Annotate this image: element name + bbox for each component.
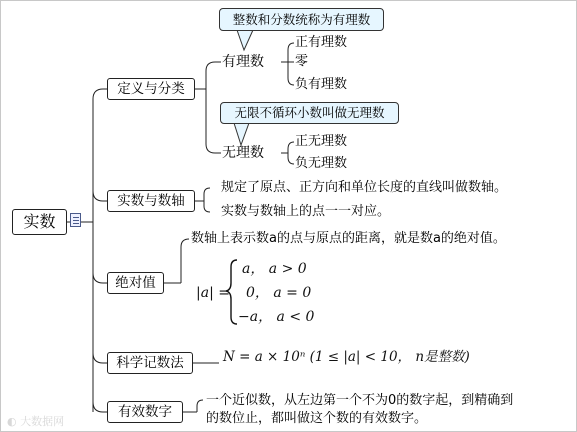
watermark: [7, 413, 64, 429]
stub-absolute-value: [93, 273, 107, 283]
significant-text-2[interactable]: 的数位止，都叫做这个数的有效数字。: [206, 411, 428, 426]
rational-child-1[interactable]: 正有理数: [295, 35, 348, 50]
stub-definition: [93, 89, 107, 99]
irrational-label[interactable]: 无理数: [222, 145, 264, 161]
branch-scientific-notation[interactable]: [107, 352, 193, 374]
branch-absolute-value[interactable]: [107, 272, 164, 294]
rational-callout-text: 整数和分数统称为有理数: [232, 12, 371, 27]
watermark-text: 大数据网: [20, 415, 65, 428]
rational-child-2[interactable]: 零: [295, 54, 309, 69]
significant-1-line: [197, 400, 203, 406]
note-icon[interactable]: [70, 213, 81, 227]
number-line-2-line: [204, 206, 210, 212]
irrational-callout-tail: [234, 123, 249, 145]
branch-definition[interactable]: [107, 78, 195, 100]
irrational-callout: [220, 102, 399, 124]
stub-significant: [93, 402, 107, 412]
rational-child-1-line: [288, 43, 294, 50]
branch-absolute-value-label: 绝对值: [115, 275, 156, 291]
significant-text-1[interactable]: 一个近似数，从左边第一个不为0的数字起，到精确到: [206, 393, 514, 408]
abs-case-3: −a， a < 0: [238, 309, 315, 325]
scientific-formula: N = a × 10ⁿ (1 ≤ |a| < 10， n是整数): [223, 349, 470, 365]
watermark-logo-icon: ◐: [7, 415, 17, 428]
irrational-child-1[interactable]: 正无理数: [295, 134, 348, 149]
stub-number-line: [93, 191, 107, 201]
irrational-child-1-line: [288, 142, 294, 149]
branch-number-line-label: 实数与数轴: [117, 193, 185, 209]
branch-definition-label: 定义与分类: [117, 81, 185, 97]
branch-significant-figures-label: 有效数字: [118, 404, 172, 420]
abs-case-1: a， a > 0: [242, 261, 307, 277]
root-label: 实数: [23, 212, 56, 231]
number-line-text-2[interactable]: 实数与数轴上的点一一对应。: [221, 204, 391, 219]
rational-callout-tail: [237, 30, 253, 50]
irrational-callout-text: 无限不循环小数叫做无理数: [234, 105, 385, 120]
irrational-child-2-line: [288, 157, 294, 164]
abs-description-line: [181, 239, 189, 247]
rational-child-3-line: [288, 78, 294, 85]
number-line-1-line: [204, 188, 210, 194]
branch-number-line[interactable]: [107, 190, 195, 212]
branch-significant-figures[interactable]: [107, 401, 183, 423]
rational-label[interactable]: 有理数: [222, 54, 264, 70]
fork-irrational: [206, 144, 221, 153]
irrational-child-2[interactable]: 负无理数: [295, 156, 348, 171]
abs-description[interactable]: 数轴上表示数a的点与原点的距离，就是数a的绝对值。: [191, 231, 506, 246]
rational-callout: [219, 8, 384, 31]
abs-case-2: 0， a = 0: [246, 285, 312, 301]
number-line-text-1[interactable]: 规定了原点、正方向和单位长度的直线叫做数轴。: [221, 180, 508, 195]
rational-child-3[interactable]: 负有理数: [295, 77, 348, 92]
abs-formula-lhs: |a| =: [196, 285, 230, 301]
stub-scientific: [93, 353, 107, 363]
branch-scientific-notation-label: 科学记数法: [116, 355, 184, 371]
fork-rational: [206, 62, 221, 71]
root-node[interactable]: [12, 209, 67, 235]
